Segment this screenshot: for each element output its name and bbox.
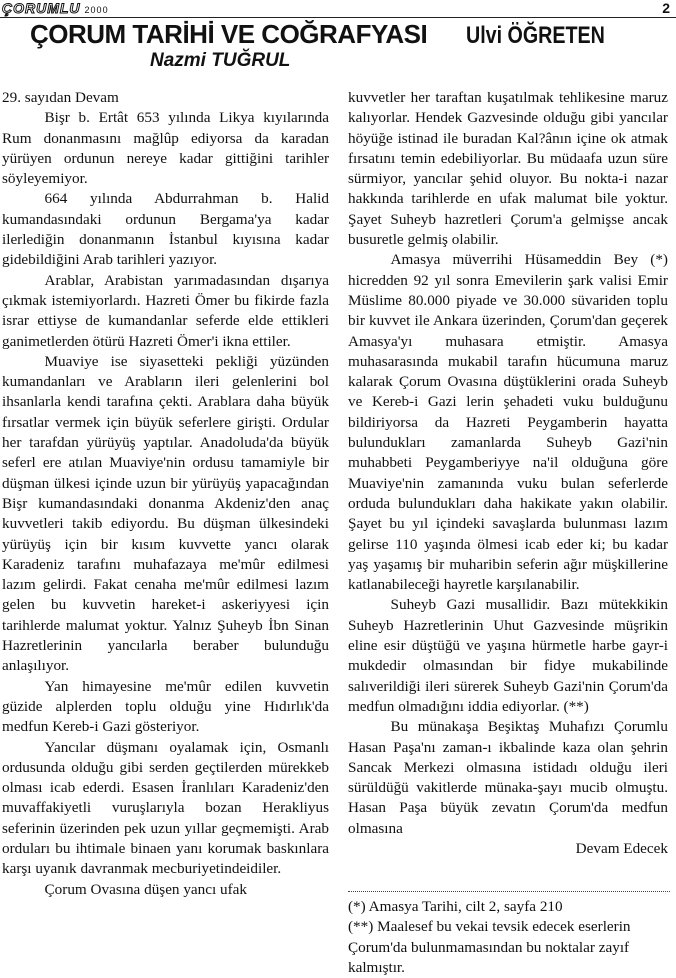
brand-year: 2000 <box>84 5 109 15</box>
right-column <box>348 88 668 859</box>
footnote-separator <box>348 891 670 892</box>
author-secondary: Nazmi TUĞRUL <box>150 50 291 71</box>
paragraph: kuvvetler her taraftan kuşatılmak tehlikesine maruz kalıyorlar. Hendek Gazvesinde olduğu gibi yancılar höyüğe istinad ile buradan Kal?ânın içine ok atmak fırsatını temin edebiliyorlar. Bu müdaafa uzun süre sürmiyor, yancılar şehid oluyor. Bu nokta-i nazar hakkında tarihlerde en ufak malumat bile yoktur. Şayet Suheyb hazretleri Çorum'a gelmişse ancak busuretle gelmiş olabilir. <box>348 89 668 249</box>
paragraph: Muaviye ise siyasetteki pekliği yüzünden kumandanları ve Arabların ileri gelenlerini bol ihsanlarla kendi tarafına çekti. Arablara daha büyük fırsatlar vermek için büyük seferlere girişti. Ordular her tarafdan yürüyüş yaptılar. Anadoluda'da büyük seferl ere atılan Muaviye'nin ordusu tamamiyle bir düşman ülkesi içinde uzun bir yürüyüş yapacağından Bişr kumandasındaki donanma Akdeniz'den anaç kuvvetleri takib ediyordu. Bu düşman ülkesindeki yürüyüş için bir kısım kuvvette yancı olarak Karadeniz tarafını muhafazaya me'mûr edilmesi lazım gelirdi. Fakat cenaha me'mûr edilmesi lazım gelen bu kuvvetin hareket-i askeriyyesi için tarihlerde malumat yoktur. Yalnız Şuheyb İbn Sinan Hazretlerinin yancılarla beraber bulunduğu anlaşılıyor. <box>2 352 329 675</box>
masthead <box>2 0 109 16</box>
paragraph: Bişr b. Ertât 653 yılında Likya kıyılarında Rum donanmasını mağlûp ediyorsa da karadan yürüyen ordunun nereye kadar gittiğini tarihler söyleyemiyor. <box>2 109 329 188</box>
page-number: 2 <box>662 0 670 16</box>
author-primary: Ulvi ÖĞRETEN <box>466 22 605 49</box>
brand-name: ÇORUMLU <box>2 0 81 16</box>
paragraph: Bu münakaşa Beşiktaş Muhafızı Çorumlu Hasan Paşa'nı zaman-ı ikbalinde kaza olan şehrin Sancak Merkezi olmasına istidadı olduğu ileri sürüldüğü vakitlerde münaka-şayı mucib olmuştu. Hasan Paşa büyük zevatın Çorum'da medfun olmasına <box>348 718 668 837</box>
paragraph: Yancılar düşmanı oyalamak için, Osmanlı ordusunda olduğu gibi serden geçtilerden mürekkeb olması icab ederdi. Esasen İranlıları Karadeniz'den muvaffakiyetli vuruşlarıyla bozan Herakliyus seferinin üzerinden pek uzun yıllar geçmemişti. Arab orduları bu ihtimale binaen yanı korumak baskınlara karşı uyanık davranmak mecburiyetindeidiler. <box>2 738 329 878</box>
footnote: (**) Maalesef bu vekai tevsik edecek eserlerin Çorum'da bulunmamasından bu noktalar zayıf kalmıştır. <box>348 918 631 976</box>
paragraph: Suheyb Gazi musallidir. Bazı mütekkikin Suheyb Hazretlerinin Uhut Gazvesinde müşrikin eline esir düştüğü ve yaşına hürmetle harbe gayr-i mukdedir olmasından bir fidye mukabilinde salıverildiği ileri sürerek Suheyb Gazi'nin Çorum'da medfun olmadığını iddia ediyorlar. (**) <box>348 596 668 715</box>
paragraph: 664 yılında Abdurrahman b. Halid kumandasındaki ordunun Bergama'ya kadar ilerlediğin donanmanın İstanbul kıyısına kadar gidebildiğini Arab tarihleri yazıyor. <box>2 190 329 269</box>
article-title: ÇORUM TARİHİ VE COĞRAFYASI <box>30 19 428 49</box>
left-column <box>2 88 329 900</box>
continued-note: Devam Edecek <box>575 839 668 857</box>
continuation-note: 29. sayıdan Devam <box>2 89 119 106</box>
paragraph: Amasya müverrihi Hüsameddin Bey (*) hicredden 92 yıl sonra Emevilerin şark valisi Emir Müslime 80.000 piyade ve 30.000 süvariden toplu bir kuvvet ile Ankara üzerinden, Çorum'dan geçerek Amasya'yı muhasara etmiştir. Amasya muhasarasında mukabil tarafın hücumuna maruz kalarak Çorum Ovasına düştüklerini orada Suheyb ve Kereb-i Gazi lerin şehadeti vuku bulduğunu bildiriyorsa da Hazreti Peygamberin hayatta bulundukları zamanlarda Suheyb Gazi'nin muhabbeti Peygamberiyye na'il olduğuna göre Muaviye'nin zamanında vuku bulan seferlerde orduda bulundukları daha hakikate yakın olabilir. Şayet bu yıl içindeki savaşlarda bulunması lazım gelirse 110 yaşında ölmesi icab eder ki; bu kadar yaş yaşamış bir muharibin seferin ağır müşkillerine katlanabileceği hayretle karşılanabilir. <box>348 251 668 594</box>
header-rule <box>0 17 676 18</box>
footnotes <box>348 897 670 978</box>
footnote: (*) Amasya Tarihi, cilt 2, sayfa 210 <box>348 898 563 915</box>
paragraph: Çorum Ovasına düşen yancı ufak <box>44 880 247 898</box>
paragraph: Yan himayesine me'mûr edilen kuvvetin güzide alplerden toplu olduğu yine Hıdırlık'da medfun Kereb-i Gazi gösteriyor. <box>2 677 329 736</box>
paragraph: Arablar, Arabistan yarımadasından dışarıya çıkmak istemiyorlardı. Hazreti Ömer bu fikirde fazla israr ettiyse de kumandanlar seferde elde ettikleri ganimetlerden ötürü Hazreti Ömer'i ikna ettiler. <box>2 271 329 350</box>
